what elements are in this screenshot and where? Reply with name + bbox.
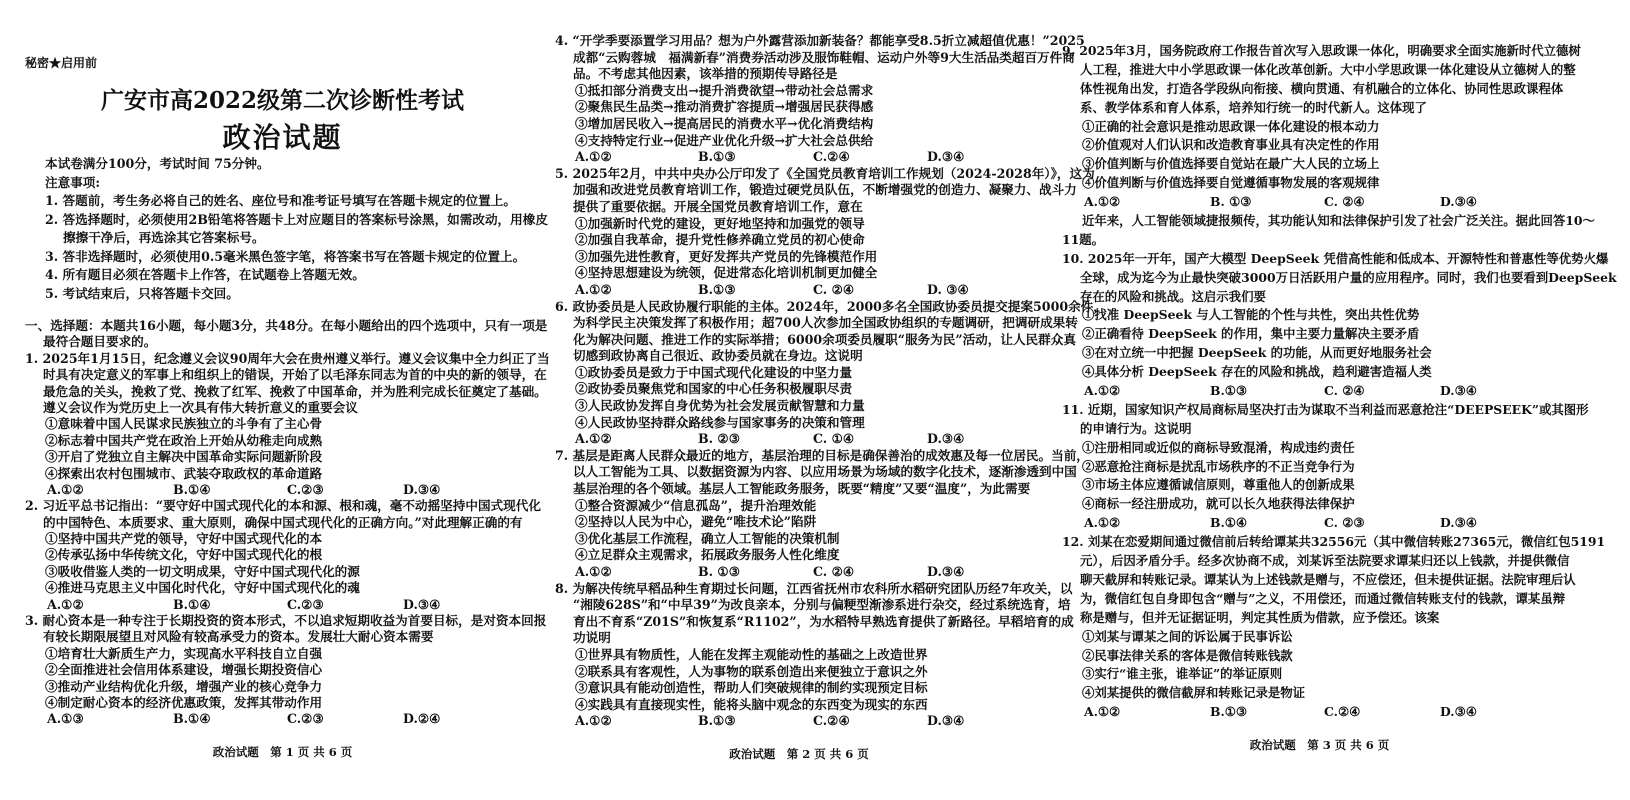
option-line: ③在对立统一中把握 DeepSeek 的功能，从而更好地服务社会 [1082, 345, 1432, 361]
text-line: 人工程，推进大中小学思政课一体化改革创新。大中小学思政课一体化建设从立德树人的整 [1080, 61, 1576, 77]
text-line: 11题。 [1062, 231, 1105, 247]
answer-choice: A.①② [575, 431, 612, 447]
answer-choices [1062, 703, 1617, 722]
option-line: ④制定耐心资本的经济优惠政策，发挥其带动作用 [45, 694, 323, 710]
option-line: ①政协委员是致力于中国式现代化建设的中坚力量 [575, 364, 853, 380]
answer-choice: A.①② [1084, 704, 1121, 720]
question-stem [555, 448, 1106, 498]
option-line: ④坚持思想建设为统领，促进常态化培训机制更加健全 [575, 265, 878, 281]
option-list [25, 531, 550, 597]
page-footer: 政治试题 第 2 页 共 6 页 [729, 747, 869, 761]
text-line: 4. “开学季要添置学习用品？想为户外露营添加新装备？都能享受8.5折立减超值优惠！”2025 [555, 33, 1085, 48]
answer-choice: B. ①③ [698, 564, 740, 579]
question-stem [25, 613, 550, 646]
option-list [555, 216, 1106, 282]
option-line: ①坚持中国共产党的领导，守好中国式现代化的本 [45, 531, 323, 547]
option-line: ①意味着中国人民谋求民族独立的斗争有了主心骨 [45, 416, 323, 432]
questions-page-2 [555, 33, 1106, 730]
question-stem [555, 581, 1106, 647]
option-line: ②加强自我革命，提升党性修养确立党员的初心使命 [575, 232, 865, 248]
exam-title: 广安市高2022级第二次诊断性考试 [100, 87, 464, 114]
notes-heading: 注意事项: [45, 174, 101, 190]
text-line: 近年来，人工智能领域捷报频传，其功能认知和法律保护引发了社会广泛关注。据此回答10～ [1082, 213, 1595, 229]
question-stem [1062, 533, 1617, 627]
text-line: 系、教学体系和育人体系，培养知行统一的时代新人。这体现了 [1080, 99, 1427, 115]
answer-choices [1062, 382, 1617, 401]
text-line: 成都“云购蓉城 福满新春”消费券活动涉及服饰鞋帽、运动户外等9大生活品类超百万件商 [573, 49, 1075, 65]
option-line: ④推进马克思主义中国化时代化，守好中国式现代化的魂 [45, 580, 360, 596]
text-line: 称是赠与，但并无证据证明，判定其性质为借款，应予偿还。该案 [1080, 609, 1440, 625]
option-line: ④人民政协坚持群众路线参与国家事务的决策和管理 [575, 414, 865, 430]
text-line: 7. 基层是距离人民群众最近的地方，基层治理的目标是确保善治的成效惠及每一位居民。当前， [555, 447, 1089, 463]
text-line: 育出不育系“Z01S”和恢复系“R1102”，为水稻特早熟选育提供了新路径。早稻培育的成 [573, 613, 1074, 629]
text-line: 11. 近期，国家知识产权局商标局坚决打击为谋取不当利益而恶意抢注“DEEPSEEK”或其图形 [1062, 401, 1589, 417]
answer-choice: B.①③ [698, 713, 736, 729]
answer-choice: A.①② [575, 281, 612, 297]
text-line: 9. 2025年3月，国务院政府工作报告首次写入思政课一体化，明确要求全面实施新时代立德树 [1062, 43, 1581, 58]
answer-choice: B. ②③ [698, 431, 740, 447]
confidential-label: 秘密★启用前 [25, 56, 98, 70]
text-line: 2. 习近平总书记指出：“要守好中国式现代化的本和源、根和魂，毫不动摇坚持中国式现代化 [25, 498, 541, 514]
option-line: ①找准 DeepSeek 与人工智能的个性与共性，突出共性优势 [1082, 307, 1420, 323]
option-list [25, 646, 550, 712]
answer-choice: D.③④ [927, 431, 965, 447]
option-line: ②民事法律关系的客体是微信转账钱款 [1082, 647, 1293, 663]
answer-choice: C. ②④ [1324, 383, 1365, 399]
text-line: 聊天截屏和转账记录。谭某认为上述钱款是赠与，不应偿还，但未提供证据。法院审理后认 [1080, 571, 1576, 587]
option-line: ②标志着中国共产党在政治上开始从幼稚走向成熟 [45, 432, 323, 448]
answer-choice: D.③④ [1440, 194, 1477, 210]
option-list [555, 647, 1106, 713]
answer-choice: B.①③ [1210, 704, 1248, 720]
answer-choice: A.①② [1084, 515, 1121, 531]
option-line: ④实践具有直接现实性，能将头脑中观念的东西变为现实的东西 [575, 696, 928, 712]
option-line: ③开启了党独立自主解决中国革命实际问题新阶段 [45, 449, 323, 465]
text-line: 6. 政协委员是人民政协履行职能的主体。2024年，2000多名全国政协委员提交提案5000余件， [555, 298, 1106, 314]
text-line: 化为解决问题、推进工作的实际举措；6000余项委员履职“服务为民”活动，让人民群众真 [573, 331, 1076, 347]
text-line: 全球，成为迄今为止最快突破3000万日活跃用户量的应用程序。同时，我们也要看到DeepSeek [1080, 269, 1617, 285]
page-footer: 政治试题 第 1 页 共 6 页 [212, 745, 353, 759]
text-line: 时具有决定意义的军事上和组织上的错误，开始了以毛泽东同志为首的中央的新的领导，在 [43, 367, 547, 383]
question-stem [555, 166, 1106, 216]
answer-choice: D.③④ [927, 564, 965, 579]
text-line: 8. 为解决传统早稻品种生育期过长问题，江西省抚州市农科所水稻研究团队历经7年攻关，以 [555, 580, 1073, 596]
option-line: ②坚持以人民为中心，避免“唯技术论”陷阱 [575, 514, 817, 530]
answer-choice: D.③④ [927, 713, 965, 729]
option-line: ③实行“谁主张，谁举证”的举证原则 [1082, 666, 1283, 682]
option-line: ③吸收借鉴人类的一切文明成果，守好中国式现代化的源 [45, 563, 360, 579]
answer-choice: C.②④ [813, 149, 850, 165]
instruction-line: 3. 答非选择题时，必须使用0.5毫米黑色签字笔，将答案书写在答题卡规定的位置上。 [45, 248, 526, 264]
text-line: 12. 刘某在恋爱期间通过微信前后转给谭某共32556元（其中微信转账27365元，微信红包5191 [1062, 534, 1606, 550]
instruction-line: 5. 考试结束后，只将答题卡交回。 [45, 285, 239, 301]
answer-choice: A.①② [575, 564, 612, 579]
text-line: 存在的风险和挑战。这启示我们要 [1080, 288, 1266, 304]
answer-choices [555, 713, 1106, 730]
answer-choice: B.①③ [1210, 383, 1248, 399]
option-line: ②传承弘扬中华传统文化，守好中国式现代化的根 [45, 547, 323, 563]
text-line: 为，微信红包自身即包含“赠与”之义，不用偿还，而通过微信转账支付的钱款，谭某虽辩 [1080, 590, 1566, 606]
answer-choices [25, 711, 550, 727]
option-line: ②政协委员聚焦党和国家的中心任务积极履职尽责 [575, 381, 853, 397]
option-list [555, 498, 1106, 564]
answer-choices [555, 564, 1106, 581]
option-line: ②联系具有客观性，人为事物的联系创造出来便独立于意识之外 [575, 663, 928, 679]
page-3 [1062, 0, 1617, 800]
answer-choice: B.①④ [1210, 515, 1248, 531]
option-line: ③推动产业结构优化升级，增强产业的核心竞争力 [45, 678, 323, 694]
option-line: ④具体分析 DeepSeek 存在的风险和挑战，趋利避害造福人类 [1082, 364, 1432, 380]
exam-instructions [45, 155, 548, 303]
answer-choices [1062, 193, 1617, 212]
answer-choice: B.①③ [698, 281, 736, 297]
option-line: ①注册相同或近似的商标导致混淆，构成违约责任 [1082, 439, 1355, 455]
option-line: ②价值观对人们认识和改造教育事业具有决定性的作用 [1082, 137, 1380, 153]
answer-choices [555, 282, 1106, 299]
option-list [1062, 439, 1617, 515]
text-line: 有较长期限展望且对风险有较高承受力的资本。发展壮大耐心资本需要 [43, 629, 434, 645]
option-list [1062, 118, 1617, 194]
text-line: 加强和改进党员教育培训工作，锻造过硬党员队伍，不断增强党的创造力、凝聚力、战斗力 [573, 182, 1077, 198]
option-line: ③人民政协发挥自身优势为社会发展贡献智慧和力量 [575, 398, 865, 414]
instruction-line: 4. 所有题目必须在答题卡上作答，在试题卷上答题无效。 [45, 267, 365, 282]
option-line: ③优化基层工作流程，确立人工智能的决策机制 [575, 530, 840, 546]
option-line: ③价值判断与价值选择要自觉站在最广大人民的立场上 [1082, 156, 1380, 172]
answer-choice: A.①② [575, 149, 612, 165]
option-line: ②聚焦民生品类→推动消费扩容提质→增强居民获得感 [575, 99, 874, 115]
text-line: 最危急的关头，挽救了党、挽救了红军、挽救了中国革命，并为胜利完成长征奠定了基础。 [43, 383, 547, 399]
text-line: 为科学民主决策发挥了积极作用；超700人次参加全国政协组织的专题调研，把调研成果转 [573, 315, 1078, 331]
text-line: 最符合题目要求的。 [43, 334, 157, 350]
answer-choice: A.①② [47, 596, 84, 612]
answer-choice: C. ①④ [813, 431, 855, 447]
notes-list [45, 192, 548, 303]
text-line: 功说明 [573, 630, 611, 646]
text-line: 的申请行为。这说明 [1080, 420, 1192, 436]
option-line: ③加强先进性教育，更好发挥共产党员的先锋模范作用 [575, 248, 878, 264]
text-line: 切感到政协离自己很近、政协委员就在身边。这说明 [573, 348, 863, 364]
text-line: 3. 耐心资本是一种专注于长期投资的资本形式，不以追求短期收益为首要目标，是对资本回报 [25, 613, 547, 629]
answer-choice: D.②④ [403, 711, 441, 727]
answer-choices [25, 482, 550, 498]
answer-choice: B.①④ [173, 481, 211, 497]
answer-choices [1062, 514, 1617, 533]
question-stem [25, 351, 550, 417]
answer-choice: C. ②④ [813, 281, 855, 297]
option-line: ①世界具有物质性，人能在发挥主观能动性的基础之上改造世界 [575, 646, 928, 662]
question-stem [25, 318, 550, 351]
text-line: 一、选择题：本题共16小题，每小题3分，共48分。在每小题给出的四个选项中，只有一项是 [25, 318, 548, 333]
answer-choice: C. ②④ [1324, 194, 1365, 210]
answer-choices [555, 431, 1106, 448]
question-stem [1062, 42, 1617, 118]
text-line: 5. 2025年2月，中共中央办公厅印发了《全国党员教育培训工作规划（2024-2028年）》，这为 [555, 165, 1095, 181]
option-line: ①正确的社会意识是推动思政课一体化建设的根本动力 [1082, 118, 1380, 134]
option-line: ①培育壮大新质生产力，实现高水平科技自立自强 [45, 645, 323, 661]
option-list [1062, 306, 1617, 382]
answer-choice: A.①② [575, 713, 612, 729]
answer-choices [555, 149, 1106, 166]
option-line: ④刘某提供的微信截屏和转账记录是物证 [1082, 685, 1306, 701]
answer-choice: C.②④ [813, 713, 850, 729]
option-line: ④立足群众主观需求，拓展政务服务人性化维度 [575, 547, 840, 563]
question-stem [1062, 401, 1617, 439]
option-line: ①整合资源减少“信息孤岛”，提升治理效能 [575, 497, 817, 513]
option-line: ④商标一经注册成功，就可以长久地获得法律保护 [1082, 496, 1355, 512]
page-1 [25, 0, 550, 800]
instruction-line: 1. 答题前，考生务必将自己的姓名、座位号和准考证号填写在答题卡规定的位置上。 [45, 193, 516, 208]
text-line: 10. 2025年一开年，国产大模型 DeepSeek 凭借高性能和低成本、开源特性和普惠性等优势火爆 [1062, 250, 1609, 266]
option-list [25, 416, 550, 482]
text-line: 体性视角出发，打造各学段纵向衔接、横向贯通、有机融合的立体化、协同性思政课程体 [1080, 80, 1564, 96]
answer-choice: B.①③ [698, 149, 736, 165]
text-line: 品。不考虑其他因素，该举措的预期传导路径是 [573, 66, 838, 82]
questions-page-1 [25, 318, 550, 728]
option-line: ①刘某与谭某之间的诉讼属于民事诉讼 [1082, 628, 1293, 644]
question-stem [555, 299, 1106, 365]
question-stem [555, 33, 1106, 83]
answer-choice: A.①② [1084, 194, 1121, 210]
answer-choice: C. ②③ [1324, 515, 1365, 531]
answer-choice: D.③④ [927, 149, 965, 165]
answer-choice: D.③④ [403, 481, 441, 497]
answer-choice: D.③④ [1440, 383, 1477, 399]
instruction-line: 2. 答选择题时，必须使用2B铅笔将答题卡上对应题目的答案标号涂黑，如需改动，用橡皮 [45, 211, 548, 227]
option-line: ①抵扣部分消费支出→提升消费欲望→带动社会总需求 [575, 82, 874, 98]
text-line: 元），后因矛盾分手。经多次协商不成，刘某诉至法院要求谭某归还以上钱款，并提供微信 [1080, 553, 1570, 569]
answer-choices [25, 597, 550, 613]
answer-choice: B. ①③ [1210, 194, 1252, 210]
answer-choice: C.②③ [287, 711, 324, 727]
exam-info: 本试卷满分100分，考试时间 75分钟。 [45, 156, 270, 171]
option-list [1062, 628, 1617, 704]
questions-page-3 [1062, 42, 1617, 722]
page-footer: 政治试题 第 3 页 共 6 页 [1249, 738, 1390, 752]
option-line: ④价值判断与价值选择要自觉遵循事物发展的客观规律 [1082, 175, 1380, 191]
answer-choice: D.③④ [1440, 515, 1477, 531]
answer-choice: B.①④ [173, 596, 211, 612]
option-line: ②恶意抢注商标是扰乱市场秩序的不正当竞争行为 [1082, 458, 1355, 474]
text-line: 基层治理的各个领域。基层人工智能政务服务，既要“精度”又要“温度”，为此需要 [573, 481, 1031, 497]
text-line: “湘陵628S”和“中早39”为改良亲本，分别与偏粳型渐渗系进行杂交，经过系统选育，培 [573, 597, 1071, 613]
answer-choice: C.②③ [287, 596, 324, 612]
option-line: ②正确看待 DeepSeek 的作用，集中主要力量解决主要矛盾 [1082, 326, 1420, 342]
option-line: ③意识具有能动创造性，帮助人们突破规律的制约实现预定目标 [575, 680, 928, 696]
option-list [555, 365, 1106, 431]
answer-choice: A.①② [47, 481, 84, 497]
option-line: ③市场主体应遵循诚信原则，尊重他人的创新成果 [1082, 477, 1355, 493]
answer-choice: A.①② [1084, 383, 1121, 399]
text-line: 的中国特色、本质要求、重大原则，确保中国式现代化的正确方向。”对此理解正确的有 [43, 514, 523, 530]
answer-choice: D. ③④ [927, 281, 969, 297]
option-line: ②全面推进社会信用体系建设，增强长期投资信心 [45, 662, 323, 678]
text-line: 遵义会议作为党历史上一次具有伟大转折意义的重要会议 [43, 399, 358, 415]
answer-choice: C.②④ [1324, 704, 1361, 720]
option-line: ④支持特定行业→促进产业优化升级→扩大社会总供给 [575, 132, 874, 148]
answer-choice: D.③④ [1440, 704, 1477, 720]
answer-choice: A.①③ [47, 711, 84, 727]
question-stem [1062, 250, 1617, 307]
text-line: 以人工智能为工具、以数据资源为内容、以应用场景为场域的数字化技术，逐渐渗透到中国 [573, 464, 1077, 480]
answer-choice: D.③④ [403, 596, 441, 612]
option-line: ④探索出农村包围城市、武装夺取政权的革命道路 [45, 465, 323, 481]
exam-subject: 政治试题 [222, 121, 343, 154]
answer-choice: C.②③ [287, 481, 324, 497]
option-line: ③增加居民收入→提高居民的消费水平→优化消费结构 [575, 115, 874, 131]
material-intro [1062, 212, 1617, 250]
text-line: 提供了重要依据。开展全国党员教育培训工作，意在 [573, 198, 863, 214]
question-stem [25, 498, 550, 531]
text-line: 1. 2025年1月15日，纪念遵义会议90周年大会在贵州遵义举行。遵义会议集中全力纠正了当 [25, 350, 550, 366]
option-line: ①加强新时代党的建设，更好地坚持和加强党的领导 [575, 215, 865, 231]
answer-choice: C. ②④ [813, 564, 855, 579]
answer-choice: B.①④ [173, 711, 211, 727]
option-list [555, 83, 1106, 149]
instruction-line: 擦擦干净后，再选涂其它答案标号。 [63, 230, 265, 245]
